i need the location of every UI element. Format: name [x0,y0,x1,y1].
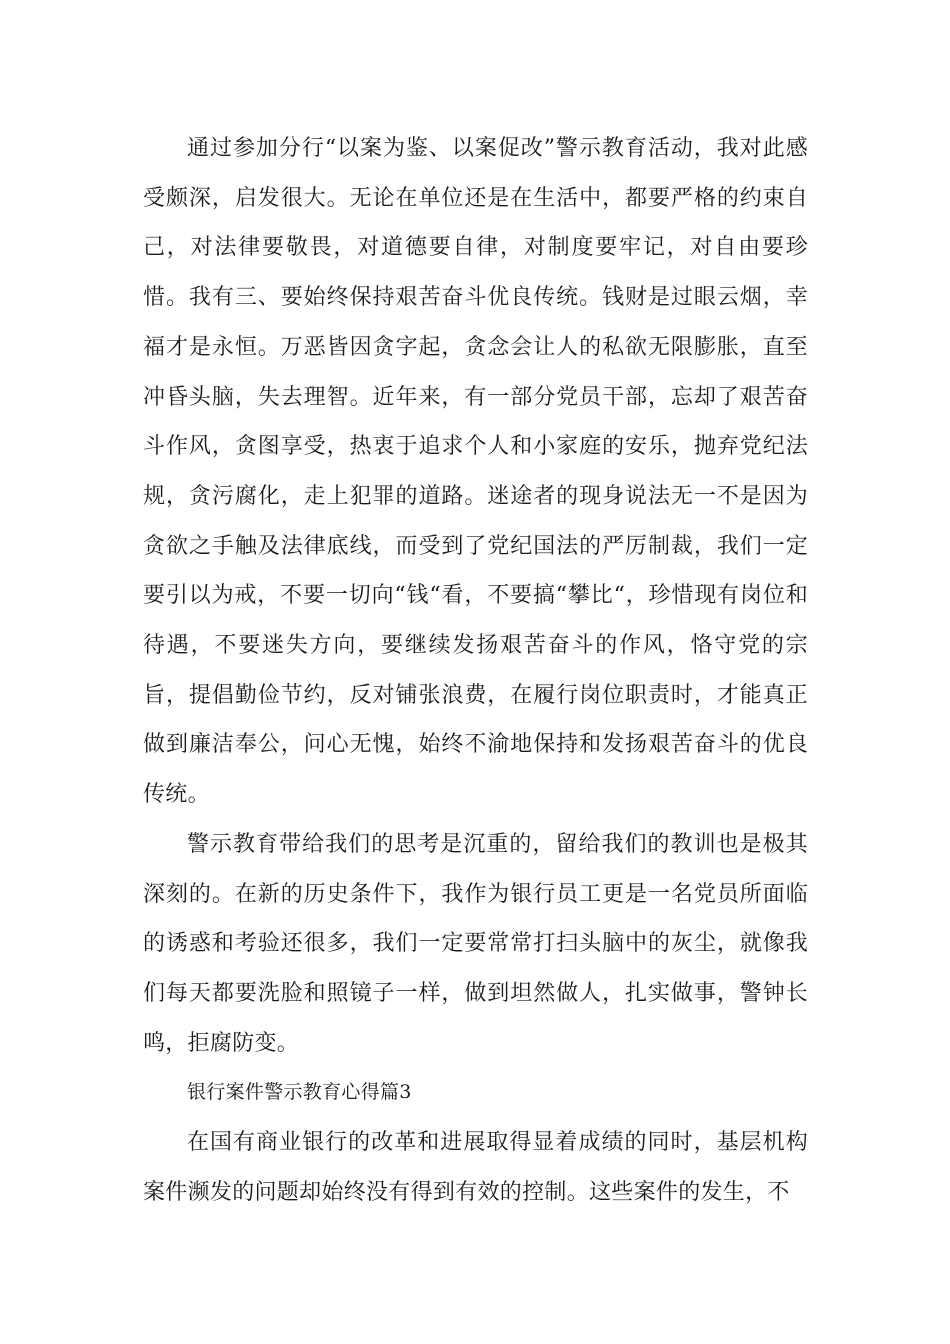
section-heading: 银行案件警示教育心得篇3 [187,1081,412,1104]
paragraph-2: 警示教育带给我们的思考是沉重的，留给我们的教训也是极其深刻的。在新的历史条件下，我作为银行员工更是一名党员所面临的诱惑和考验还很多，我们一定要常常打扫头脑中的灰尘，就像我们每天都要洗脸和照镜子一样，做到坦然做人，扎实做事，警钟长鸣，拒腐防变。 [143,831,808,1056]
paragraph-3: 在国有商业银行的改革和进展取得显着成绩的同时，基层机构案件濒发的问题却始终没有得到有效的控制。这些案件的发生，不 [143,1130,808,1205]
paragraph-1: 通过参加分行“以案为鉴、以案促改”警示教育活动，我对此感受颇深，启发很大。无论在单位还是在生活中，都要严格的约束自己，对法律要敬畏，对道德要自律，对制度要牢记，对自由要珍惜。我有三、要始终保持艰苦奋斗优良传统。钱财是过眼云烟，幸福才是永恒。万恶皆因贪字起，贪念会让人的私欲无限膨胀，直至冲昏头脑，失去理智。近年来，有一部分党员干部，忘却了艰苦奋斗作风，贪图享受，热衷于追求个人和小家庭的安乐，抛弃党纪法规，贪污腐化，走上犯罪的道路。迷途者的现身说法无一不是因为贪欲之手触及法律底线，而受到了党纪国法的严厉制裁，我们一定要引以为戒，不要一切向“钱“看，不要搞“攀比“，珍惜现有岗位和待遇，不要迷失方向，要继续发扬艰苦奋斗的作风，恪守党的宗旨，提倡勤俭节约，反对铺张浪费，在履行岗位职责时，才能真正做到廉洁奉公，问心无愧，始终不渝地保持和发扬艰苦奋斗的优良传统。 [143,136,808,808]
document-body [143,124,808,1217]
